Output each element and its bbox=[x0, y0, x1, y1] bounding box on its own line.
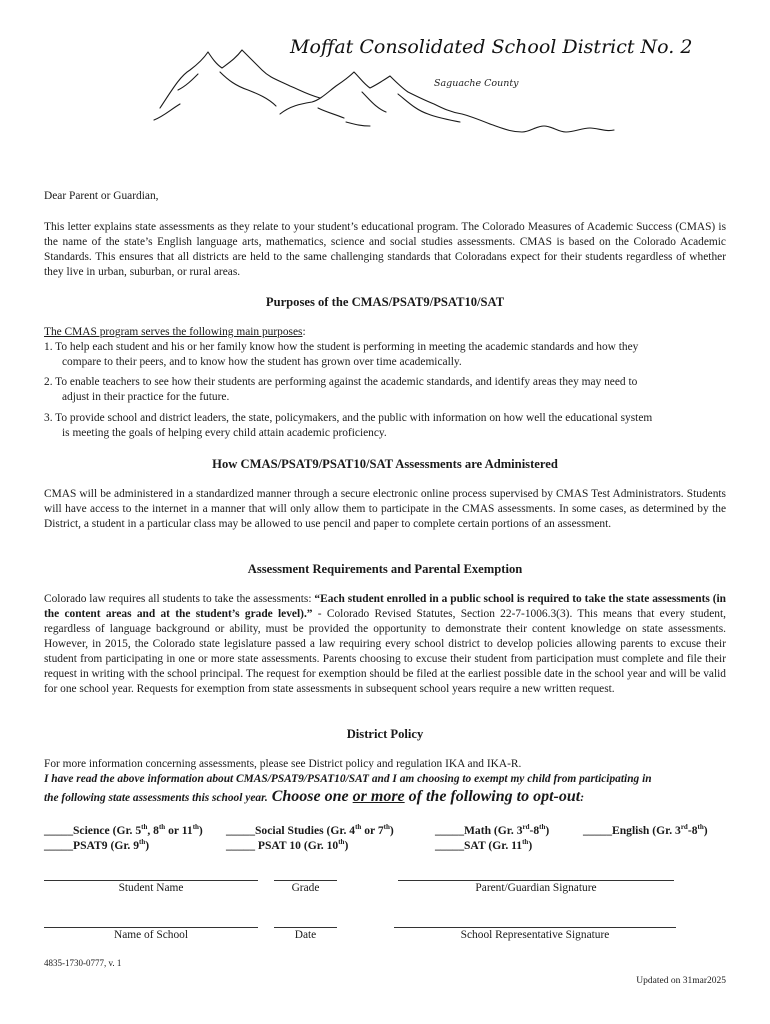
grade-line[interactable] bbox=[274, 880, 337, 881]
form-id: 4835-1730-0777, v. 1 bbox=[44, 958, 122, 968]
intro-paragraph: This letter explains state assessments as they relate to your student’s educational program. The Colorado Measures of Academic Success (CMAS) is the name of the state’s English language arts, mathematics, science and social studies assessments. CMAS is based on the Colorado Academic Standards. This ensures that all districts are held to the same challenging standards that Coloradans expect for their students regardless of whether they live in urban, suburban, or rural areas. bbox=[44, 221, 726, 278]
student-name-label: Student Name bbox=[118, 882, 184, 894]
updated-date: Updated on 31mar2025 bbox=[636, 976, 726, 986]
choose-c: of the following to opt-out bbox=[404, 788, 581, 805]
grade-label: Grade bbox=[291, 882, 320, 894]
purposes-heading: Purposes of the CMAS/PSAT9/PSAT10/SAT bbox=[265, 295, 505, 309]
student-name-line[interactable] bbox=[44, 880, 258, 881]
school-name-line[interactable] bbox=[44, 927, 258, 928]
county-name: Saguache County bbox=[434, 78, 519, 89]
choose-b: or more bbox=[352, 788, 405, 805]
administered-heading: How CMAS/PSAT9/PSAT10/SAT Assessments are Administered bbox=[212, 457, 558, 471]
requirements-heading: Assessment Requirements and Parental Exemption bbox=[247, 562, 523, 576]
policy-statement-2-text: the following state assessments this school year. bbox=[44, 792, 268, 804]
purpose-item-3-line2: is meeting the goals of helping every child attain academic proficiency. bbox=[62, 427, 387, 439]
district-name: Moffat Consolidated School District No. 2 bbox=[290, 36, 693, 58]
purpose-item-3 bbox=[44, 411, 726, 441]
date-label: Date bbox=[294, 929, 317, 941]
purpose-item-2 bbox=[44, 375, 726, 405]
policy-heading: District Policy bbox=[346, 727, 424, 741]
policy-statement-1: I have read the above information about CMAS/PSAT9/PSAT10/SAT and I am choosing to exempt my child from participating in bbox=[44, 773, 652, 785]
district-logo bbox=[150, 28, 693, 146]
administered-paragraph: CMAS will be administered in a standardized manner through a secure electronic online process supervised by CMAS Test Administrators. Students will have access to the internet in a manner that will only allow them to participate in the CMAS assessments. In some cases, as determined by the District, a student in a particular class may be allowed to use pencil and paper to complete certain portions of an assessment. bbox=[44, 488, 726, 530]
school-rep-label: School Representative Signature bbox=[460, 929, 610, 941]
school-name-label: Name of School bbox=[113, 929, 189, 941]
option-psat9[interactable]: _____PSAT9 (Gr. 9th) bbox=[44, 838, 150, 852]
parent-signature-label: Parent/Guardian Signature bbox=[475, 882, 597, 894]
purpose-item-1-line2: compare to their peers, and to know how the student has grown over time academically. bbox=[62, 356, 462, 368]
option-science[interactable]: _____Science (Gr. 5th, 8th or 11th) bbox=[44, 823, 203, 837]
option-math[interactable]: _____Math (Gr. 3rd-8th) bbox=[435, 823, 550, 837]
date-line[interactable] bbox=[274, 927, 337, 928]
requirements-pre: Colorado law requires all students to take the assessments: bbox=[44, 593, 315, 605]
option-english[interactable]: _____English (Gr. 3rd-8th) bbox=[583, 823, 708, 837]
opt-out-instruction bbox=[268, 788, 580, 805]
purpose-item-2-line2: adjust in their practice for the future. bbox=[62, 391, 230, 403]
policy-statement-2 bbox=[44, 787, 584, 808]
school-rep-line[interactable] bbox=[394, 927, 676, 928]
purpose-item-1 bbox=[44, 340, 726, 370]
parent-signature-line[interactable] bbox=[398, 880, 674, 881]
choose-a: Choose one bbox=[267, 788, 353, 805]
purposes-lead bbox=[44, 325, 726, 340]
purpose-item-2-line1: 2. To enable teachers to see how their students are performing against the academic standards, and identify areas they may need to bbox=[44, 376, 638, 388]
requirements-paragraph bbox=[44, 592, 726, 697]
option-psat10[interactable]: _____ PSAT 10 (Gr. 10th) bbox=[226, 838, 349, 852]
purpose-item-1-line1: 1. To help each student and his or her family know how the student is performing in meeting the academic standards and how they bbox=[44, 341, 639, 353]
purpose-item-3-line1: 3. To provide school and district leaders, the state, policymakers, and the public with information on how well the educational system bbox=[44, 412, 653, 424]
purposes-lead-text: The CMAS program serves the following main purposes bbox=[44, 326, 303, 338]
choose-colon: : bbox=[580, 792, 585, 804]
purposes-lead-colon: : bbox=[302, 326, 306, 338]
option-sat[interactable]: _____SAT (Gr. 11th) bbox=[435, 838, 533, 852]
requirements-post: - Colorado Revised Statutes, Section 22-7-1006.3(3). This means that every student, regardless of language background or ability, must be provided the opportunity to demonstrate their content knowledge on state assessments. However, in 2015, the Colorado state legislature passed a law requiring every school district to develop policies allowing parents to excuse their student from participating in one or more state assessments. Parents choosing to excuse their student from participation must complete and file their request in writing with the school principal. The request for exemption should be filed at the earliest possible date in the school year and will be valid for one school year. Requests for exemption from state assessments in subsequent school years require a new written request. bbox=[44, 608, 726, 695]
requirements-quote: “Each student enrolled in a public school is required to take the state assessments (in the content areas and at the student’s grade level).” bbox=[44, 593, 726, 620]
salutation: Dear Parent or Guardian, bbox=[44, 190, 159, 202]
option-social-studies[interactable]: _____Social Studies (Gr. 4th or 7th) bbox=[226, 823, 394, 837]
policy-info: For more information concerning assessments, please see District policy and regulation IKA and IKA-R. bbox=[44, 758, 522, 770]
